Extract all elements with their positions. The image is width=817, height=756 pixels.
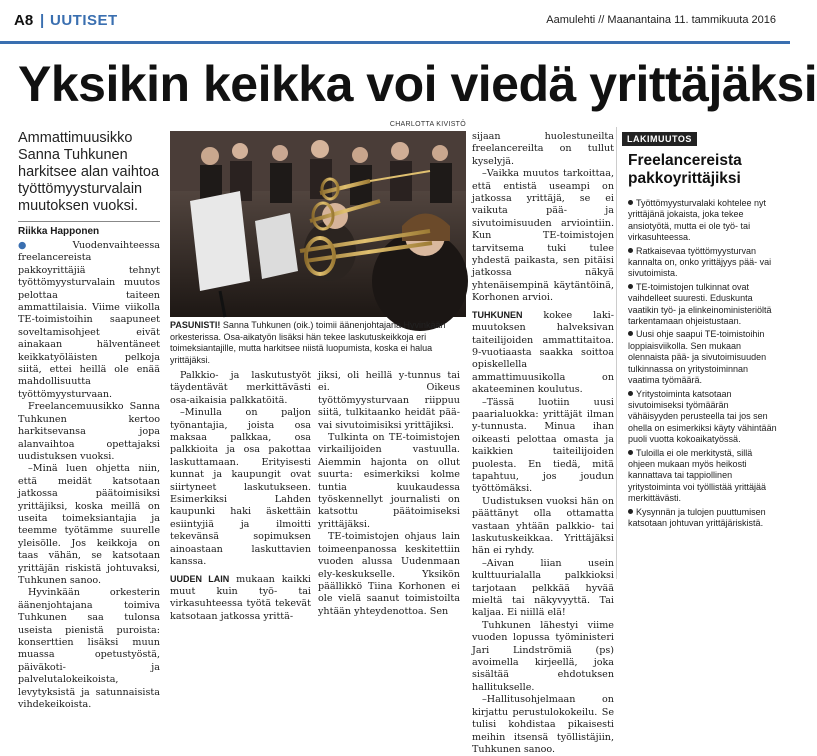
column-divider	[616, 127, 617, 579]
header-separator: |	[40, 12, 45, 29]
byline: Riikka Happonen	[18, 221, 160, 237]
list-item: Kysynnän ja tulojen puuttumisen katsotaan johtuvan yrittäjäriskistä.	[628, 506, 766, 528]
page-header	[0, 0, 790, 44]
fact-box-label: LAKIMUUTOS	[622, 132, 697, 146]
list-item: Yritystoiminta katsotaan sivutoimiseksi työmäärän vähäisyyden perusteella tai jos sen ohella on esimerkiksi käyty vähintään puoli vuotta kokoaikatyössä.	[628, 388, 777, 445]
bullet-icon	[628, 391, 633, 396]
list-item: Ratkaisevaa työttömyysturvan kannalta on, onko yrittäjyys pää- vai sivutoimista.	[628, 245, 772, 279]
paragraph: ● Vuodenvaihteessa freelancereista pakkoyrittäjiä tehnyt työttömyysturvalain muutos pelottaa taiteen ammattilaisia. Viime viikolla TE-toimistoihin saapuneet soveltamisohjeet eivät ainakaan hälventäneet keikkatyöläisten pelkoja siitä, ettei heillä ole enää mahdollisuutta työttömyysturvaan.	[18, 240, 160, 400]
bullet-icon	[628, 200, 633, 205]
bullet-icon	[628, 331, 633, 336]
trombone-players-image	[170, 131, 466, 317]
paragraph: Hyvinkään orkesterin äänenjohtajana toimiva Tuhkunen saa tulonsa useista pienistä puroista: konserttien lisäksi muun muassa opetustyöstä, päiväkoti- ja palvelutalokeikoista, levytyksistä ja satunnaisista vihdekeikoista.	[18, 587, 160, 711]
section-name: UUTISET	[50, 12, 118, 29]
paragraph: Tuhkunen lähestyi viime vuoden lopussa työministeri Jari Lindströmiä (ps) avoimella kirjeellä, joka sisältää ehdotuksen hallitukselle.	[472, 619, 614, 693]
body-column-2	[170, 370, 311, 623]
list-item: Työttömyysturvalaki kohtelee nyt yrittäjänä jokaista, joka tekee ansiotyötä, mutta ei ole työ- tai virkasuhteessa.	[628, 198, 767, 243]
caption-kicker: PASUNISTI	[170, 320, 218, 330]
paragraph: –Minulla on paljon työnantajia, joista osa maksaa palkkaa, osa palkkioita ja osa pakottaa laskuttamaan. Erityisesti kunnat ja kaupungit ovat siirtyneet laskutukseen. Esimerkiksi Lahden kaupunki haki äskettäin esiintyjiä ja ilmoitti tekevänsä sopimuksen ainoastaan laskuttavien kanssa.	[170, 407, 311, 568]
paragraph: sijaan huolestuneilta freelancereilta on tullut kyselyjä.	[472, 131, 614, 167]
orchestra-photo	[170, 131, 466, 317]
list-item: TE-toimistojen tulkinnat ovat vaihdelleet suuresti. Eduskunta vaatikin työ- ja elinkeinoministeriöltä tarkentamaan ohjeistustaan.	[628, 281, 772, 327]
article-headline: Yksikin keikka voi viedä yrittäjäksi	[18, 56, 817, 112]
page-number: A8	[14, 12, 34, 29]
list-item: Uusi ohje saapui TE-toimistoihin loppiaisviikolla. Sen mukaan olennaista pää- ja sivutoimisuuden tulkinnassa on yritystoiminnan vaatima työmäärä.	[628, 329, 767, 386]
paragraph: Tulkinta on TE-toimistojen virkailijoiden vastuulla. Aiemmin hajonta on ollut suurta: esimerkiksi kolme tuntia kuukaudessa työskennellyt journalisti on katsottu päätoimiseksi yrittäjäksi.	[318, 432, 460, 530]
body-column-1	[18, 240, 160, 711]
paragraph: –Hallitusohjelmaan on kirjattu perustulokokeilu. Se tulisi kohdistaa pikaisesti meihin itsensä työllistäjiin, Tuhkunen sanoo.	[472, 694, 614, 755]
photo-caption: PASUNISTI! Sanna Tuhkunen (oik.) toimii äänenjohtajana Hyvinkään orkesterissa. Osa-aikatyön lisäksi hän tekee laskutuskeikkoja eri toimeksiantajille, mutta harkitsee niistä luopumista, koska ei halua yrittäjäksi.	[170, 320, 446, 365]
paragraph: TE-toimistojen ohjaus lain toimeenpanossa keskitettiin vuoden alussa Uudenmaan ely-keskukselle. Yksikön päällikkö Tiina Korhonen ei ole vielä saanut toimistoilta yhtään yhteydenottoa. Sen	[318, 531, 460, 617]
paragraph: –Minä luen ohjetta niin, että meidät katsotaan jatkossa päätoimisiksi yrittäjiksi, koska meillä on useita toimeksiantajia ja teemme työtämme suurelle yleisölle. Jos keikkoja on taas vähän, se katsotaan yrittäjän riskistä johtuvaksi, Tuhkunen sanoo.	[18, 463, 160, 586]
body-column-3	[318, 370, 460, 618]
bullet-icon	[628, 450, 633, 455]
paragraph: TUHKUNEN kokee lakimuutoksen halveksivan taiteilijoiden ammattitaitoa. 9-vuotiaasta saakka soittoa opiskellella ammattimuusikolla on akateeminen koulutus.	[472, 309, 614, 396]
caption-text: Sanna Tuhkunen (oik.) toimii äänenjohtajana Hyvinkään orkesterissa. Osa-aikatyön lisäksi hän tekee laskutuskeikkoja eri toimeksiantajille, mutta harkitsee niistä luopumista, koska ei halua yrittäjäksi.	[170, 320, 446, 365]
dateline: Aamulehti // Maanantaina 11. tammikuuta 2016	[546, 14, 776, 26]
paragraph: –Tässä luotiin uusi paarialuokka: yrittäjät ilman y-tunnusta. Minua ihan oikeasti pelottaa omasta ja kaikkien taiteilijoiden puolesta. En tiedä, mitä tapahtuu, jos joudun työttömäksi.	[472, 396, 614, 495]
fact-box-title: Freelancereista pakkoyrittäjiksi	[628, 152, 742, 187]
bullet-icon	[628, 284, 633, 289]
photo-credit: CHARLOTTA KIVISTÖ	[389, 121, 466, 128]
body-column-4	[472, 131, 614, 756]
bullet-icon	[628, 509, 633, 514]
fact-box	[622, 127, 780, 579]
paragraph: Uudistuksen vuoksi hän on päättänyt olla ottamatta vastaan yhtään palkkio- tai laskutuskeikkaa. Yrittäjäksi hän ei ryhdy.	[472, 495, 614, 557]
paragraph: –Vaikka muutos tarkoittaa, että entistä useampi on jatkossa yrittäjä, se ei vaikuta pää- ja sivutoimisuuden arviointiin. Kun TE-toimistojen tarvitsema tuki tulee yhdestä paikasta, sen pitäisi jatkossa näkyä yhtenäisempinä käytäntöinä, Korhonen arvioi.	[472, 168, 614, 304]
paragraph: jiksi, oli heillä y-tunnus tai ei. Oikeus työttömyysturvaan riippuu siitä, tulkitaanko heidät pää- vai sivutoimisiksi yrittäjiksi.	[318, 370, 460, 431]
bullet-dot-icon: ●	[18, 240, 48, 251]
paragraph: Palkkio- ja laskutustyöt täydentävät merkittävästi osa-aikaisia palkkatöitä.	[170, 370, 311, 406]
list-item: Tuloilla ei ole merkitystä, sillä ohjeen mukaan myös heikosti kannattava tai tappiollinen yritystoiminta voi työllistää yrittäjää merkittävästi.	[628, 447, 767, 504]
fact-box-list	[622, 198, 780, 529]
paragraph: Freelancemuusikko Sanna Tuhkunen kertoo harkitsevansa jopa alanvaihtoa opettajaksi uudistuksen vuoksi.	[18, 401, 160, 462]
paragraph: –Aivan liian usein kulttuurialalla palkkioksi tarjotaan pelkkää hyvää mieltä tai näkyvyyttä. Tai kaljaa. Ei niillä elä!	[472, 557, 614, 619]
article-lead: Ammattimuusikko Sanna Tuhkunen harkitsee alan vaihtoa työttömyysturvalain muutoksen vuoksi.	[18, 130, 160, 214]
bullet-icon	[628, 248, 633, 253]
paragraph: UUDEN LAIN mukaan kaikki muut kuin työ- tai virkasuhteessa työtä tekevät katsotaan jatkossa yrittä-	[170, 573, 311, 622]
